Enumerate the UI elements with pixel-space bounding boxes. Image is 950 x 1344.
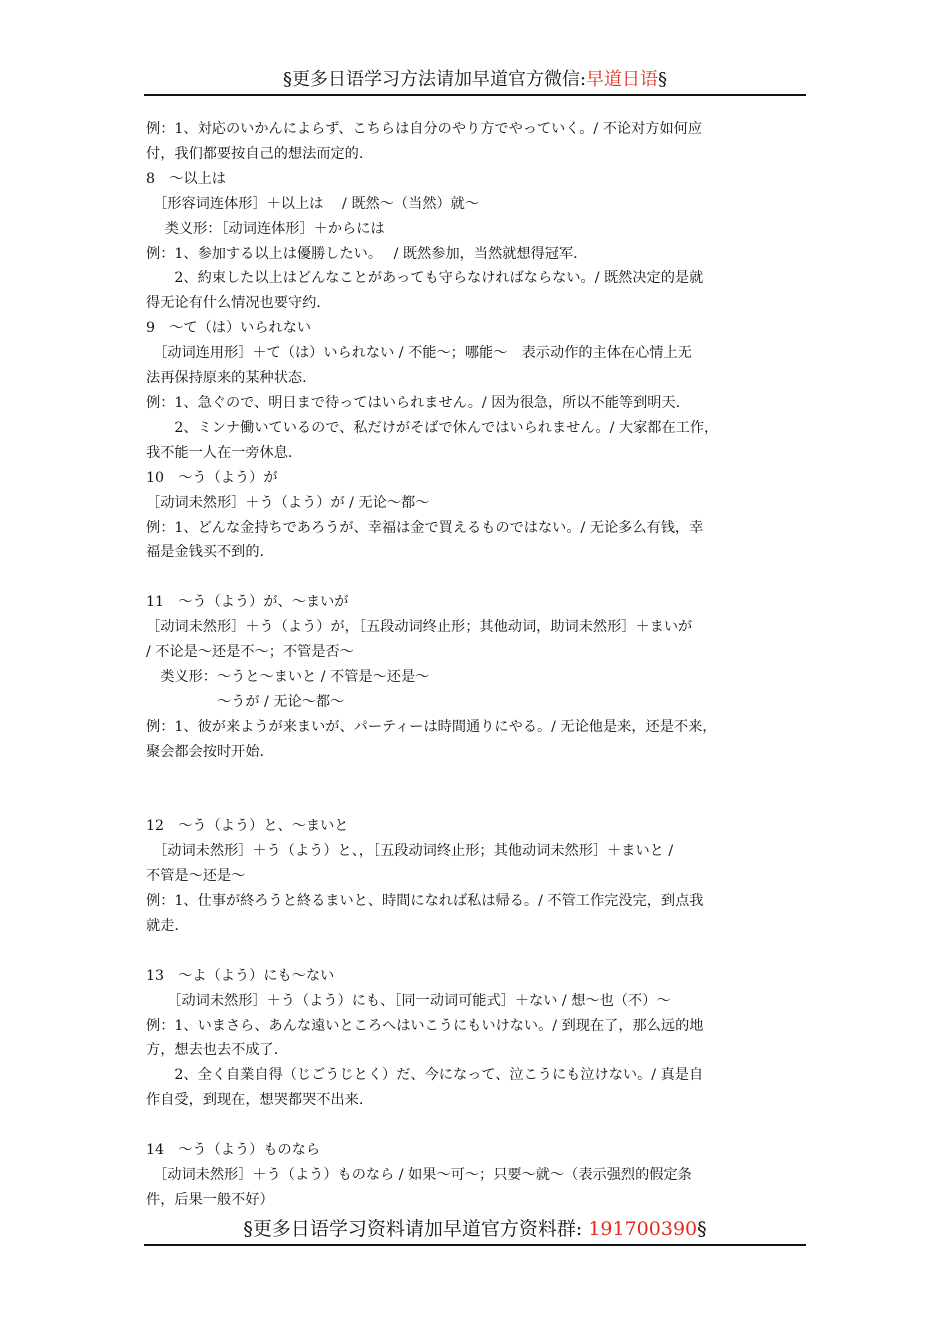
similar-form: ～うが / 无论～都～ [146,693,345,710]
grammar-pattern: ［动词未然形］＋う（よう）にも、［同一动词可能式］＋ない / 想～也（不）～ [146,992,671,1009]
section-heading-10: 10 ～う（よう）が [146,469,278,486]
grammar-pattern: ［动词未然形］＋う（よう）が，［五段动词终止形；其他动词，助词未然形］＋まいが [146,619,693,636]
example-line: 我不能一人在一旁休息. [146,444,293,461]
spacer [146,565,810,590]
example-line: 2、約束した以上はどんなことがあっても守らなければならない。/ 既然决定的是就 [146,270,704,287]
footer-group-number: 191700390 [588,1218,698,1240]
similar-form: 类义形：［动词连体形］＋からには [146,220,385,237]
example-line: 得无论有什么情况也要守约. [146,295,321,312]
section-heading-9: 9 ～て（は）いられない [146,320,312,337]
example-line: 聚会都会按时开始. [146,743,265,760]
example-line: 例：1、どんな金持ちであろうが、幸福は金で買えるものではない。/ 无论多么有钱，幸 [146,519,704,536]
example-line: 付，我们都要按自己的想法而定的. [146,145,364,162]
header-suffix: § [658,69,668,90]
spacer [146,1113,810,1138]
grammar-pattern: / 不论是～还是不～；不管是否～ [146,644,354,661]
section-heading-14: 14 ～う（よう）ものなら [146,1142,321,1159]
section-heading-11: 11 ～う（よう）が、～まいが [146,594,349,611]
grammar-pattern: ［动词未然形］＋う（よう）ものなら / 如果～可～；只要～就～（表示强烈的假定条 [146,1167,692,1183]
example-line: 2、ミンナ働いているので、私だけがそばで休んではいられません。/ 大家都在工作， [146,419,719,436]
example-line: 例：1、彼が来ようが来まいが、パーティーは時間通りにやる。/ 无论他是来，还是不来， [146,718,717,735]
example-line: 福是金钱买不到的. [146,544,265,561]
header-text: §更多日语学习方法请加早道官方微信: [282,69,587,90]
example-line: 作自受，到现在，想哭都哭不出来. [146,1092,364,1109]
section-heading-13: 13 ～よ（よう）にも～ない [146,967,335,984]
page-header [144,66,806,96]
spacer [146,765,810,815]
grammar-pattern: ［动词连用形］＋て（は）いられない / 不能～；哪能～ 表示动作的主体在心情上无 [146,345,692,362]
section-heading-12: 12 ～う（よう）と、～まいと [146,818,349,835]
example-line: 例：1、いまさら、あんな遠いところへはいこうにもいけない。/ 到现在了，那么远的地 [146,1017,704,1034]
grammar-pattern: ［动词未然形］＋う（よう）が / 无论～都～ [146,494,430,511]
example-line: 例：1、参加する以上は優勝したい。 / 既然参加，当然就想得冠军. [146,245,578,262]
spacer [146,939,810,964]
section-heading-8: 8 ～以上は [146,170,226,187]
grammar-pattern: ［动词未然形］＋う（よう）と、，［五段动词终止形；其他动词未然形］＋まいと / [146,843,674,860]
example-line: 例：1、仕事が終ろうと終るまいと、時間になれば私は帰る。/ 不管工作完没完，到点我 [146,893,704,910]
footer-suffix: § [697,1218,707,1240]
grammar-pattern: 法再保持原来的某种状态. [146,370,307,387]
similar-form: 类义形：～うと～まいと / 不管是～还是～ [146,668,430,685]
example-line: 2、全く自業自得（じごうじとく）だ、今になって、泣こうにも泣けない。/ 真是自 [146,1067,704,1084]
example-line: 方，想去也去不成了. [146,1042,279,1059]
grammar-pattern: 件，后果一般不好） [146,1191,274,1208]
example-line: 例：1、急ぐので、明日まで待ってはいられません。/ 因为很急，所以不能等到明天. [146,394,681,411]
grammar-pattern: ［形容词连体形］＋以上は / 既然～（当然）就～ [146,195,480,212]
document-body [146,117,810,1213]
page-footer [144,1214,806,1246]
footer-text: §更多日语学习资料请加早道官方资料群: [243,1218,589,1240]
header-brand: 早道日语 [586,69,659,90]
grammar-pattern: 不管是～还是～ [146,868,246,885]
example-line: 就走. [146,917,179,934]
example-line: 例：1、対応のいかんによらず、こちらは自分のやり方でやっていく。/ 不论对方如何应 [146,121,703,137]
